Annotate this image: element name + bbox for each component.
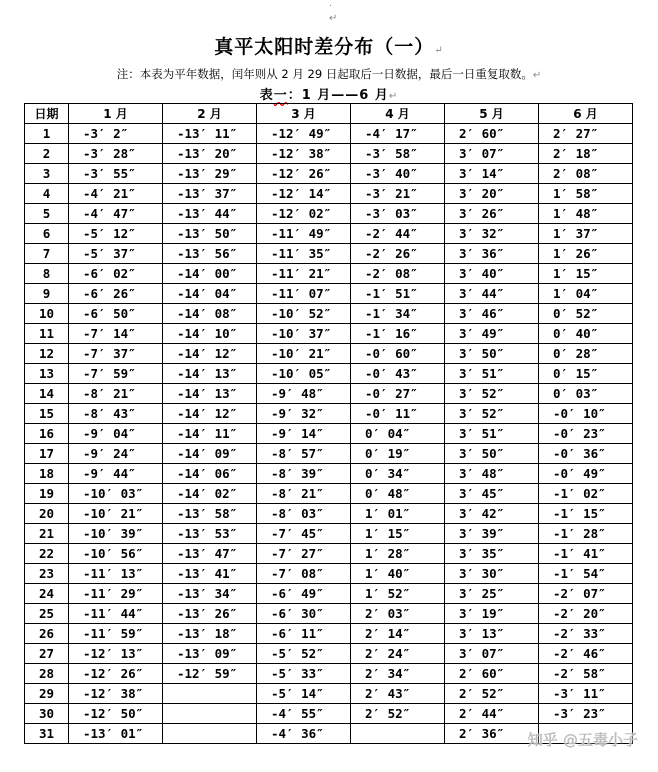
time-difference-cell: -8′ 21″ [69, 384, 163, 404]
paragraph-mark: ↵ [434, 45, 444, 56]
day-cell: 27 [25, 644, 69, 664]
time-difference-cell: 2′ 18″ [539, 144, 633, 164]
column-header-month: 2 月 [163, 104, 257, 124]
time-difference-cell: -11′ 07″ [257, 284, 351, 304]
time-difference-cell: -13′ 11″ [163, 124, 257, 144]
table-row [25, 244, 633, 264]
time-difference-cell: -12′ 14″ [257, 184, 351, 204]
column-header-month: 6 月 [539, 104, 633, 124]
time-difference-cell: -5′ 52″ [257, 644, 351, 664]
time-difference-cell: -10′ 03″ [69, 484, 163, 504]
time-difference-cell: -0′ 49″ [539, 464, 633, 484]
day-cell: 9 [25, 284, 69, 304]
time-difference-cell: -11′ 29″ [69, 584, 163, 604]
time-difference-cell: -12′ 38″ [257, 144, 351, 164]
time-difference-cell: -1′ 41″ [539, 544, 633, 564]
time-difference-cell: -13′ 01″ [69, 724, 163, 744]
paragraph-mark: ↵ [329, 13, 338, 24]
day-cell: 13 [25, 364, 69, 384]
time-difference-cell: 3′ 32″ [445, 224, 539, 244]
table-row [25, 224, 633, 244]
time-difference-cell: -11′ 35″ [257, 244, 351, 264]
time-difference-cell: -12′ 26″ [257, 164, 351, 184]
time-difference-cell: 2′ 52″ [351, 704, 445, 724]
time-difference-cell: -12′ 49″ [257, 124, 351, 144]
time-difference-cell: -11′ 13″ [69, 564, 163, 584]
time-difference-cell: -5′ 14″ [257, 684, 351, 704]
time-difference-cell: -12′ 13″ [69, 644, 163, 664]
time-difference-cell [351, 724, 445, 744]
time-difference-cell: -9′ 44″ [69, 464, 163, 484]
day-cell: 25 [25, 604, 69, 624]
table-row [25, 184, 633, 204]
time-difference-cell: -0′ 23″ [539, 424, 633, 444]
table-row [25, 344, 633, 364]
time-difference-cell: -4′ 55″ [257, 704, 351, 724]
time-difference-cell: 3′ 13″ [445, 624, 539, 644]
time-difference-cell: 3′ 07″ [445, 144, 539, 164]
day-cell: 7 [25, 244, 69, 264]
time-difference-cell: -14′ 08″ [163, 304, 257, 324]
time-difference-cell: -14′ 10″ [163, 324, 257, 344]
table-note [0, 66, 658, 82]
time-difference-cell: -6′ 49″ [257, 584, 351, 604]
time-difference-cell: 2′ 34″ [351, 664, 445, 684]
time-difference-cell: -10′ 39″ [69, 524, 163, 544]
time-difference-cell: -4′ 21″ [69, 184, 163, 204]
time-difference-cell: -10′ 05″ [257, 364, 351, 384]
time-difference-cell: -1′ 16″ [351, 324, 445, 344]
time-difference-cell: 3′ 46″ [445, 304, 539, 324]
table-row [25, 164, 633, 184]
day-cell: 12 [25, 344, 69, 364]
time-difference-cell: -10′ 37″ [257, 324, 351, 344]
time-difference-cell: 3′ 51″ [445, 424, 539, 444]
time-difference-cell: 1′ 48″ [539, 204, 633, 224]
table-row [25, 304, 633, 324]
time-difference-cell [163, 704, 257, 724]
table-row [25, 684, 633, 704]
table-row [25, 624, 633, 644]
table-row [25, 704, 633, 724]
column-header-date: 日期 [25, 104, 69, 124]
column-header-month: 5 月 [445, 104, 539, 124]
time-difference-cell: -6′ 02″ [69, 264, 163, 284]
time-difference-cell: -3′ 2″ [69, 124, 163, 144]
time-difference-cell: -0′ 36″ [539, 444, 633, 464]
time-difference-cell: -11′ 44″ [69, 604, 163, 624]
time-difference-cell: 2′ 03″ [351, 604, 445, 624]
time-difference-cell: 3′ 40″ [445, 264, 539, 284]
day-cell: 26 [25, 624, 69, 644]
time-difference-cell: -13′ 56″ [163, 244, 257, 264]
time-difference-cell: 0′ 40″ [539, 324, 633, 344]
time-difference-cell: 0′ 48″ [351, 484, 445, 504]
table-row [25, 204, 633, 224]
time-difference-cell: -0′ 43″ [351, 364, 445, 384]
time-difference-cell: 3′ 20″ [445, 184, 539, 204]
time-difference-cell: 1′ 15″ [351, 524, 445, 544]
time-difference-cell: -9′ 24″ [69, 444, 163, 464]
time-difference-cell: -14′ 09″ [163, 444, 257, 464]
time-difference-cell: 1′ 58″ [539, 184, 633, 204]
time-difference-cell: -8′ 39″ [257, 464, 351, 484]
time-difference-cell: 2′ 43″ [351, 684, 445, 704]
time-difference-cell: -1′ 34″ [351, 304, 445, 324]
table-row [25, 404, 633, 424]
day-cell: 10 [25, 304, 69, 324]
time-difference-cell: 2′ 27″ [539, 124, 633, 144]
watermark: 知乎 @五毒小子 [527, 731, 638, 749]
time-difference-cell: -9′ 32″ [257, 404, 351, 424]
time-difference-cell: -8′ 43″ [69, 404, 163, 424]
time-difference-cell: -4′ 17″ [351, 124, 445, 144]
time-difference-cell: 0′ 19″ [351, 444, 445, 464]
time-difference-cell: -1′ 15″ [539, 504, 633, 524]
time-difference-cell: -12′ 02″ [257, 204, 351, 224]
time-difference-cell: -13′ 09″ [163, 644, 257, 664]
time-difference-cell: -13′ 50″ [163, 224, 257, 244]
time-difference-cell: -8′ 21″ [257, 484, 351, 504]
day-cell: 1 [25, 124, 69, 144]
time-difference-cell: -11′ 49″ [257, 224, 351, 244]
time-difference-cell: 1′ 26″ [539, 244, 633, 264]
time-difference-cell: -14′ 13″ [163, 384, 257, 404]
time-difference-cell: -2′ 26″ [351, 244, 445, 264]
time-difference-cell: 3′ 39″ [445, 524, 539, 544]
time-difference-cell: -13′ 34″ [163, 584, 257, 604]
time-difference-cell: 3′ 14″ [445, 164, 539, 184]
equation-of-time-table [24, 103, 633, 744]
time-difference-cell: -13′ 47″ [163, 544, 257, 564]
time-difference-cell [163, 684, 257, 704]
table-caption-range: ：1 月——6 月 [287, 88, 389, 103]
time-difference-cell: -2′ 20″ [539, 604, 633, 624]
time-difference-cell: 1′ 04″ [539, 284, 633, 304]
day-cell: 3 [25, 164, 69, 184]
time-difference-cell: -12′ 26″ [69, 664, 163, 684]
time-difference-cell: -13′ 18″ [163, 624, 257, 644]
time-difference-cell: -6′ 26″ [69, 284, 163, 304]
time-difference-cell: -14′ 04″ [163, 284, 257, 304]
time-difference-cell: -0′ 10″ [539, 404, 633, 424]
page-top-mark: · [329, 1, 333, 12]
time-difference-cell: -7′ 14″ [69, 324, 163, 344]
day-cell: 31 [25, 724, 69, 744]
time-difference-cell: 2′ 52″ [445, 684, 539, 704]
time-difference-cell: -3′ 55″ [69, 164, 163, 184]
table-row [25, 504, 633, 524]
time-difference-cell: 3′ 25″ [445, 584, 539, 604]
table-row [25, 324, 633, 344]
time-difference-cell: -11′ 21″ [257, 264, 351, 284]
time-difference-cell: 3′ 07″ [445, 644, 539, 664]
time-difference-cell: -5′ 12″ [69, 224, 163, 244]
time-difference-cell: -4′ 36″ [257, 724, 351, 744]
time-difference-cell: 1′ 01″ [351, 504, 445, 524]
time-difference-cell: 2′ 44″ [445, 704, 539, 724]
table-row [25, 604, 633, 624]
time-difference-cell: -6′ 11″ [257, 624, 351, 644]
time-difference-cell: 0′ 52″ [539, 304, 633, 324]
time-difference-cell: -8′ 57″ [257, 444, 351, 464]
time-difference-cell: -13′ 20″ [163, 144, 257, 164]
column-header-month: 1 月 [69, 104, 163, 124]
time-difference-cell: 3′ 51″ [445, 364, 539, 384]
day-cell: 8 [25, 264, 69, 284]
time-difference-cell: -0′ 27″ [351, 384, 445, 404]
time-difference-cell: -14′ 12″ [163, 344, 257, 364]
time-difference-cell: 1′ 15″ [539, 264, 633, 284]
time-difference-cell: -14′ 13″ [163, 364, 257, 384]
day-cell: 5 [25, 204, 69, 224]
time-difference-cell: -14′ 12″ [163, 404, 257, 424]
time-difference-cell: -1′ 02″ [539, 484, 633, 504]
day-cell: 28 [25, 664, 69, 684]
table-caption [0, 84, 658, 103]
day-cell: 6 [25, 224, 69, 244]
time-difference-cell: -7′ 37″ [69, 344, 163, 364]
table-body [25, 124, 633, 744]
time-difference-cell: -3′ 28″ [69, 144, 163, 164]
time-difference-cell: -13′ 58″ [163, 504, 257, 524]
document-title [0, 32, 658, 59]
time-difference-cell: -12′ 59″ [163, 664, 257, 684]
time-difference-cell: -13′ 44″ [163, 204, 257, 224]
day-cell: 14 [25, 384, 69, 404]
time-difference-cell: 1′ 28″ [351, 544, 445, 564]
time-difference-cell: -14′ 11″ [163, 424, 257, 444]
table-row [25, 524, 633, 544]
day-cell: 11 [25, 324, 69, 344]
time-difference-cell: 3′ 49″ [445, 324, 539, 344]
time-difference-cell: -7′ 59″ [69, 364, 163, 384]
time-difference-cell: -13′ 41″ [163, 564, 257, 584]
time-difference-cell: -9′ 04″ [69, 424, 163, 444]
time-difference-cell: -2′ 07″ [539, 584, 633, 604]
day-cell: 16 [25, 424, 69, 444]
time-difference-cell: 3′ 50″ [445, 344, 539, 364]
time-difference-cell: 2′ 08″ [539, 164, 633, 184]
document-title-text: 真平太阳时差分布（一） [214, 36, 435, 58]
time-difference-cell: -1′ 28″ [539, 524, 633, 544]
table-row [25, 644, 633, 664]
day-cell: 30 [25, 704, 69, 724]
table-row [25, 664, 633, 684]
time-difference-cell: -8′ 03″ [257, 504, 351, 524]
table-row [25, 124, 633, 144]
table-row [25, 444, 633, 464]
time-difference-cell: -9′ 48″ [257, 384, 351, 404]
table-note-text: 注：本表为平年数据，闰年则从 2 月 29 日起取后一日数据，最后一日重复取数。 [116, 67, 533, 81]
column-header-month: 4 月 [351, 104, 445, 124]
table-row [25, 544, 633, 564]
time-difference-cell: 0′ 04″ [351, 424, 445, 444]
time-difference-cell: -13′ 29″ [163, 164, 257, 184]
time-difference-cell: 1′ 40″ [351, 564, 445, 584]
paragraph-mark: ↵ [532, 70, 542, 81]
time-difference-cell: -10′ 21″ [69, 504, 163, 524]
time-difference-cell: -0′ 60″ [351, 344, 445, 364]
time-difference-cell: -2′ 44″ [351, 224, 445, 244]
table-caption-spellcheck-word: 一 [273, 88, 288, 103]
table-row [25, 284, 633, 304]
time-difference-cell: -5′ 33″ [257, 664, 351, 684]
time-difference-cell: -7′ 45″ [257, 524, 351, 544]
time-difference-cell: 0′ 15″ [539, 364, 633, 384]
table-row [25, 464, 633, 484]
time-difference-cell: -3′ 11″ [539, 684, 633, 704]
day-cell: 21 [25, 524, 69, 544]
day-cell: 2 [25, 144, 69, 164]
time-difference-cell: 3′ 30″ [445, 564, 539, 584]
time-difference-cell: -4′ 47″ [69, 204, 163, 224]
time-difference-cell: -10′ 52″ [257, 304, 351, 324]
time-difference-cell: -7′ 27″ [257, 544, 351, 564]
table-row [25, 364, 633, 384]
time-difference-cell: 3′ 52″ [445, 404, 539, 424]
time-difference-cell: -10′ 21″ [257, 344, 351, 364]
time-difference-cell: -13′ 53″ [163, 524, 257, 544]
time-difference-cell [163, 724, 257, 744]
time-difference-cell: -13′ 37″ [163, 184, 257, 204]
time-difference-cell: -2′ 08″ [351, 264, 445, 284]
table-row [25, 564, 633, 584]
time-difference-cell: 3′ 52″ [445, 384, 539, 404]
time-difference-cell: -1′ 54″ [539, 564, 633, 584]
time-difference-cell: 3′ 48″ [445, 464, 539, 484]
time-difference-cell: -2′ 46″ [539, 644, 633, 664]
time-difference-cell: -12′ 38″ [69, 684, 163, 704]
table-row [25, 384, 633, 404]
table-row [25, 484, 633, 504]
day-cell: 15 [25, 404, 69, 424]
day-cell: 19 [25, 484, 69, 504]
day-cell: 24 [25, 584, 69, 604]
day-cell: 23 [25, 564, 69, 584]
time-difference-cell: 1′ 37″ [539, 224, 633, 244]
time-difference-cell: -9′ 14″ [257, 424, 351, 444]
time-difference-cell: 0′ 34″ [351, 464, 445, 484]
time-difference-cell: -5′ 37″ [69, 244, 163, 264]
table-caption-prefix: 表 [259, 88, 274, 103]
time-difference-cell: -6′ 30″ [257, 604, 351, 624]
time-difference-cell: 0′ 28″ [539, 344, 633, 364]
column-header-month: 3 月 [257, 104, 351, 124]
time-difference-cell: -6′ 50″ [69, 304, 163, 324]
table-header-row [25, 104, 633, 124]
table-row [25, 144, 633, 164]
time-difference-cell: -2′ 58″ [539, 664, 633, 684]
time-difference-cell: -14′ 00″ [163, 264, 257, 284]
time-difference-cell: 2′ 14″ [351, 624, 445, 644]
table-row [25, 424, 633, 444]
paragraph-mark: ↵ [388, 91, 399, 102]
time-difference-cell: -11′ 59″ [69, 624, 163, 644]
time-difference-cell: -0′ 11″ [351, 404, 445, 424]
time-difference-cell: 1′ 52″ [351, 584, 445, 604]
time-difference-cell: 0′ 03″ [539, 384, 633, 404]
time-difference-cell: 2′ 24″ [351, 644, 445, 664]
time-difference-cell: -14′ 06″ [163, 464, 257, 484]
time-difference-cell: 3′ 19″ [445, 604, 539, 624]
day-cell: 29 [25, 684, 69, 704]
time-difference-cell: -3′ 58″ [351, 144, 445, 164]
time-difference-cell: -3′ 23″ [539, 704, 633, 724]
time-difference-cell: 3′ 45″ [445, 484, 539, 504]
time-difference-cell: -3′ 40″ [351, 164, 445, 184]
day-cell: 20 [25, 504, 69, 524]
time-difference-cell: 3′ 26″ [445, 204, 539, 224]
time-difference-cell: 3′ 44″ [445, 284, 539, 304]
table-row [25, 584, 633, 604]
time-difference-cell: 2′ 36″ [445, 724, 539, 744]
time-difference-cell: -10′ 56″ [69, 544, 163, 564]
time-difference-cell: -13′ 26″ [163, 604, 257, 624]
day-cell: 17 [25, 444, 69, 464]
time-difference-cell: 3′ 35″ [445, 544, 539, 564]
day-cell: 22 [25, 544, 69, 564]
time-difference-cell: -2′ 33″ [539, 624, 633, 644]
table-row [25, 264, 633, 284]
time-difference-cell: 3′ 42″ [445, 504, 539, 524]
day-cell: 4 [25, 184, 69, 204]
time-difference-cell: -14′ 02″ [163, 484, 257, 504]
time-difference-cell: -1′ 51″ [351, 284, 445, 304]
time-difference-cell: -3′ 21″ [351, 184, 445, 204]
time-difference-cell: 2′ 60″ [445, 664, 539, 684]
time-difference-cell: -3′ 03″ [351, 204, 445, 224]
time-difference-cell: -7′ 08″ [257, 564, 351, 584]
time-difference-cell: -12′ 50″ [69, 704, 163, 724]
time-difference-cell: 3′ 50″ [445, 444, 539, 464]
time-difference-cell: 2′ 60″ [445, 124, 539, 144]
time-difference-cell: 3′ 36″ [445, 244, 539, 264]
day-cell: 18 [25, 464, 69, 484]
